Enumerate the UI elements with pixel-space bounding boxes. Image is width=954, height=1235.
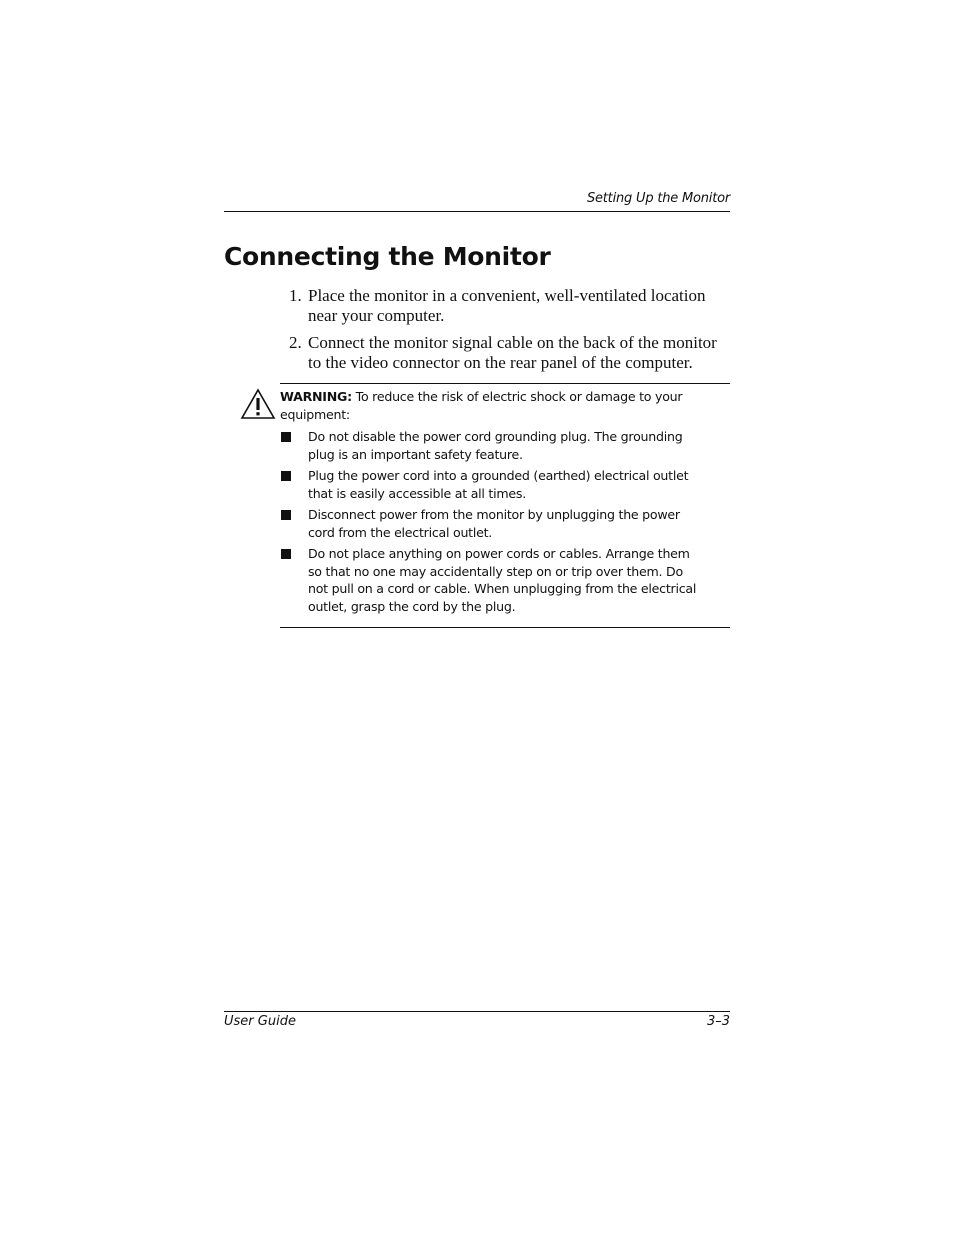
page-title: Connecting the Monitor bbox=[224, 242, 551, 271]
warning-top-rule bbox=[280, 383, 730, 384]
footer-rule bbox=[224, 1011, 730, 1012]
footer-guide-title: User Guide bbox=[224, 1014, 296, 1029]
step-text: Connect the monitor signal cable on the back of the monitor to the video connector on the rear panel of the computer. bbox=[308, 333, 717, 372]
step-text: Place the monitor in a convenient, well-ventilated location near your computer. bbox=[308, 286, 706, 325]
bullet-square-icon bbox=[281, 510, 291, 520]
warning-intro: To reduce the risk of electric shock or damage to your equipment: bbox=[280, 389, 683, 422]
warning-label: WARNING: bbox=[280, 389, 352, 404]
bullet-text: Disconnect power from the monitor by unplugging the power cord from the electrical outlet. bbox=[308, 507, 680, 540]
bullet-square-icon bbox=[281, 471, 291, 481]
warning-lead bbox=[280, 388, 720, 423]
bullet-square-icon bbox=[281, 549, 291, 559]
step-number: 2. bbox=[289, 333, 302, 352]
list-item bbox=[280, 467, 703, 502]
bullet-text: Do not disable the power cord grounding plug. The grounding plug is an important safety feature. bbox=[308, 429, 683, 462]
warning-block bbox=[280, 388, 720, 619]
running-header-title: Setting Up the Monitor bbox=[586, 191, 730, 206]
header-rule bbox=[224, 211, 730, 212]
bullet-text: Do not place anything on power cords or cables. Arrange them so that no one may accidentally step on or trip over them. Do not pull on a cord or cable. When unplugging from the electrical outlet, grasp the cord by the plug. bbox=[308, 546, 697, 614]
bullet-text: Plug the power cord into a grounded (earthed) electrical outlet that is easily accessible at all times. bbox=[308, 468, 689, 501]
list-item bbox=[280, 545, 703, 615]
list-item bbox=[280, 506, 703, 541]
list-item bbox=[288, 286, 733, 325]
steps-list bbox=[288, 286, 733, 380]
bullet-square-icon bbox=[281, 432, 291, 442]
list-item bbox=[280, 428, 703, 463]
step-number: 1. bbox=[289, 286, 302, 305]
list-item bbox=[288, 333, 733, 372]
footer-page-number: 3–3 bbox=[706, 1014, 730, 1029]
warning-triangle-icon bbox=[240, 388, 276, 420]
warning-bullets bbox=[280, 428, 720, 615]
warning-bottom-rule bbox=[280, 627, 730, 628]
